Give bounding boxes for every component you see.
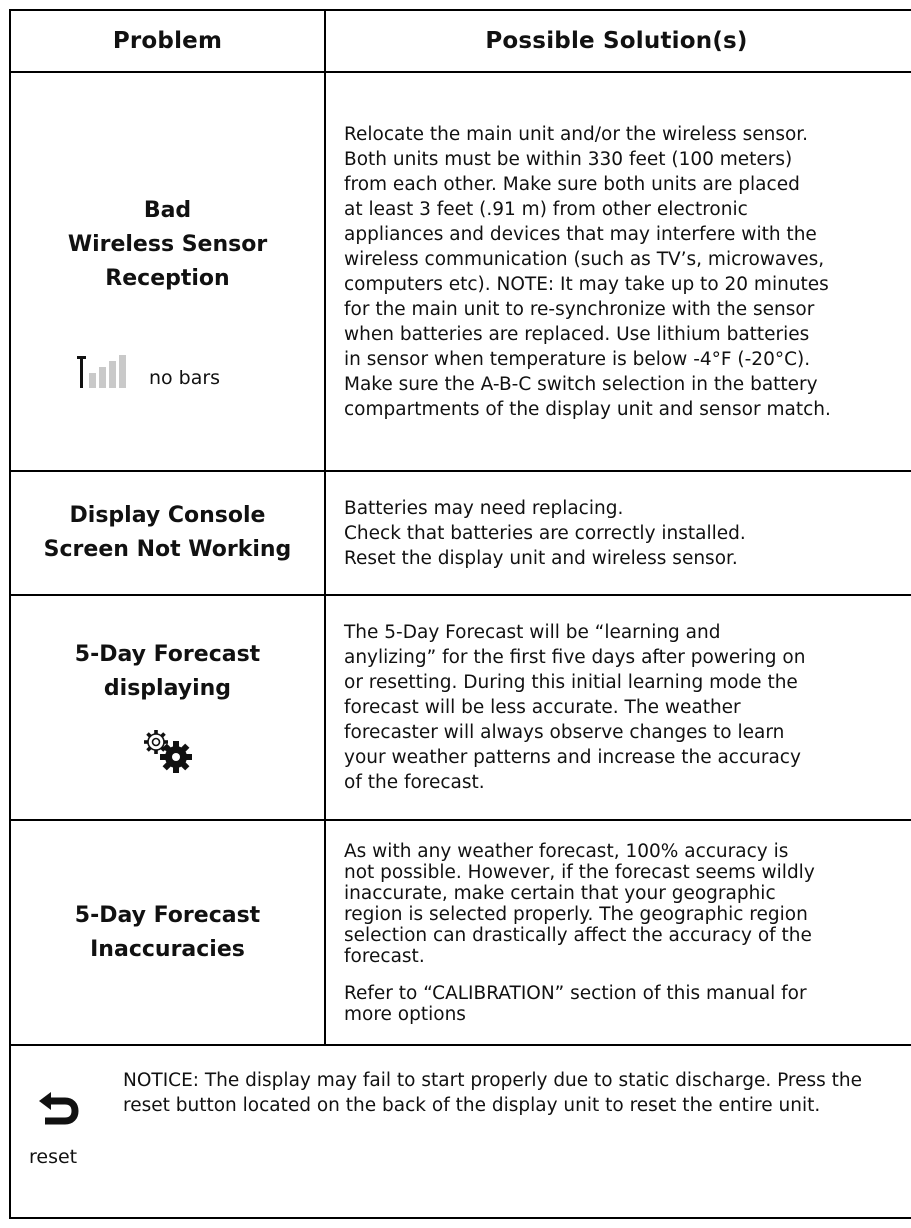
header-problem-cell	[11, 11, 326, 71]
solution-heading: Possible Solution(s)	[485, 28, 748, 54]
gears-icon	[138, 726, 198, 774]
solution-note: Refer to “CALIBRATION” section of this manual for more options	[344, 982, 807, 1025]
problem-title: Bad Wireless Sensor Reception	[67, 197, 268, 291]
signal-indicator	[77, 354, 220, 388]
table-row	[11, 596, 911, 821]
table-header	[11, 11, 911, 73]
solution-cell	[326, 73, 911, 470]
table-row	[11, 472, 911, 596]
problem-cell	[11, 472, 326, 594]
solution-text: Relocate the main unit and/or the wireless sensor. Both units must be within 330 feet (100 meters) from each other. Make sure both units are placed at least 3 feet (.91 m) from other electronic appliances and devices that may interfere with the wireless communication (such as TV’s, microwaves, computers etc). NOTE: It may take up to 20 minutes for the main unit to re-synchronize with the sensor when batteries are replaced. Use lithium batteries in sensor when temperature is below -4°F (-20°C). Make sure the A-B-C switch selection in the battery compartments of the display unit and sensor match.	[344, 123, 831, 420]
notice-text: NOTICE: The display may fail to start properly due to static discharge. Press the reset button located on the back of the display unit to reset the entire unit.	[123, 1070, 863, 1116]
problem-title: Display Console Screen Not Working	[43, 503, 292, 562]
signal-strength-icon	[77, 354, 131, 388]
table-row	[11, 821, 911, 1046]
reset-arrow-icon	[37, 1086, 81, 1126]
gears-indicator	[138, 726, 198, 778]
problem-title: 5-Day Forecast Inaccuracies	[74, 902, 261, 962]
solution-cell	[326, 821, 911, 1044]
problem-cell	[11, 73, 326, 470]
problem-heading: Problem	[112, 28, 223, 54]
notice-section	[11, 1046, 911, 1217]
problem-cell	[11, 596, 326, 819]
problem-title: 5-Day Forecast displaying	[74, 641, 261, 701]
problem-cell	[11, 821, 326, 1044]
signal-indicator-label: no bars	[148, 366, 221, 389]
troubleshooting-table	[9, 9, 911, 1219]
reset-label: reset	[29, 1146, 78, 1168]
header-solution-cell	[326, 11, 911, 71]
table-row	[11, 73, 911, 472]
solution-text: Batteries may need replacing. Check that batteries are correctly installed. Reset the display unit and wireless sensor.	[344, 497, 746, 569]
solution-text: The 5-Day Forecast will be “learning and anylizing” for the first five days after powering on or resetting. During this initial learning mode the forecast will be less accurate. The weather forecaster will always observe changes to learn your weather patterns and increase the accuracy of the forecast.	[344, 622, 806, 793]
solution-text: As with any weather forecast, 100% accuracy is not possible. However, if the forecast seems wildly inaccurate, make certain that your geographic region is selected properly. The geographic region selection can drastically affect the accuracy of the forecast.	[344, 840, 815, 967]
solution-cell	[326, 596, 911, 819]
solution-cell	[326, 472, 911, 594]
